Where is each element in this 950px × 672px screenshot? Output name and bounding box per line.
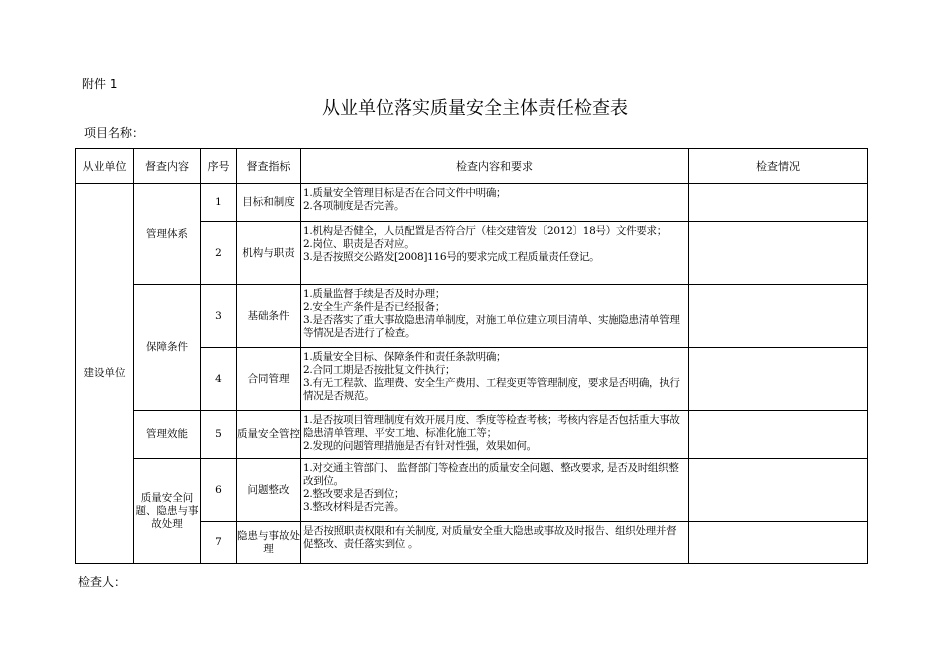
row-number: 2 <box>201 222 237 285</box>
row-requirements <box>301 348 689 411</box>
row-number: 5 <box>201 411 237 459</box>
row-indicator: 隐患与事故处理 <box>237 522 301 564</box>
table-row <box>76 411 868 459</box>
row-indicator: 问题整改 <box>237 459 301 522</box>
document-title: 从业单位落实质量安全主体责任检查表 <box>322 98 628 119</box>
group-cell: 管理体系 <box>134 184 201 285</box>
result-cell[interactable] <box>689 222 868 285</box>
table-row <box>76 184 868 222</box>
row-number: 6 <box>201 459 237 522</box>
result-cell[interactable] <box>689 348 868 411</box>
header-indicator: 督查指标 <box>237 149 301 184</box>
row-requirements <box>301 411 689 459</box>
checker-label: 检查人： <box>78 575 127 589</box>
row-number: 3 <box>201 285 237 348</box>
group-cell: 质量安全问题、隐患与事故处理 <box>134 459 201 564</box>
requirement-line: 1.机构是否健全，人员配置是否符合厅（桂交建管发〔2012〕18号）文件要求； <box>303 225 667 237</box>
row-requirements <box>301 184 689 222</box>
row-requirements <box>301 222 689 285</box>
requirement-line: 2.安全生产条件是否已经报备； <box>303 301 446 313</box>
row-number: 4 <box>201 348 237 411</box>
requirement-line: 3.有无工程款、监理费、安全生产费用、工程变更等管理制度，要求是否明确，执行情况是否规范。 <box>303 377 680 402</box>
requirement-line: 2.整改要求是否到位； <box>303 488 405 500</box>
header-requirements: 检查内容和要求 <box>301 149 689 184</box>
attachment-label: 附件 1 <box>82 77 118 91</box>
requirement-line: 1.质量安全目标、保障条件和责任条款明确； <box>303 351 507 363</box>
row-indicator: 机构与职责 <box>237 222 301 285</box>
group-cell: 管理效能 <box>134 411 201 459</box>
row-indicator: 合同管理 <box>237 348 301 411</box>
requirement-line: 3.整改材料是否完善。 <box>303 501 405 513</box>
requirement-line: 2.各项制度是否完善。 <box>303 200 405 212</box>
requirement-line: 2.岗位、职责是否对应。 <box>303 238 415 250</box>
result-cell[interactable] <box>689 459 868 522</box>
requirement-line: 3.是否落实了重大事故隐患清单制度，对施工单位建立项目清单、实施隐患清单管理等情况是否进行了检查。 <box>303 314 680 339</box>
table-row <box>76 285 868 348</box>
header-results: 检查情况 <box>689 149 868 184</box>
row-requirements <box>301 285 689 348</box>
requirement-line: 1.质量监督手续是否及时办理； <box>303 288 446 300</box>
result-cell[interactable] <box>689 285 868 348</box>
requirement-line: 2.发现的问题管理措施是否有针对性强，效果如何。 <box>303 440 537 452</box>
row-requirements <box>301 459 689 522</box>
result-cell[interactable] <box>689 411 868 459</box>
requirement-line: 1.是否按项目管理制度有效开展月度、季度等检查考核；考核内容是否包括重大事故隐患清单管理、平安工地、标准化施工等； <box>303 414 680 439</box>
row-indicator: 质量安全管控 <box>237 411 301 459</box>
row-number: 1 <box>201 184 237 222</box>
header-number: 序号 <box>201 149 237 184</box>
row-requirements <box>301 522 689 564</box>
result-cell[interactable] <box>689 184 868 222</box>
requirement-line: 1.对交通主管部门、 监督部门等检查出的质量安全问题、整改要求, 是否及时组织整改到位。 <box>303 462 679 487</box>
requirement-line: 2.合同工期是否按批复文件执行； <box>303 364 456 376</box>
table-header-row <box>76 149 868 184</box>
requirement-line: 1.质量安全管理目标是否在合同文件中明确； <box>303 187 507 199</box>
row-indicator: 目标和制度 <box>237 184 301 222</box>
header-content: 督查内容 <box>134 149 201 184</box>
result-cell[interactable] <box>689 522 868 564</box>
requirement-line: 是否按照职责权限和有关制度, 对质量安全重大隐患或事故及时报告、组织处理并督促整改、责任落实到位 。 <box>303 525 677 550</box>
header-unit: 从业单位 <box>76 149 134 184</box>
row-number: 7 <box>201 522 237 564</box>
unit-cell: 建设单位 <box>76 184 134 564</box>
inspection-table <box>75 148 868 564</box>
table-row <box>76 459 868 522</box>
group-cell: 保障条件 <box>134 285 201 411</box>
row-indicator: 基础条件 <box>237 285 301 348</box>
requirement-line: 3.是否按照交公路发[2008]116号的要求完成工程质量责任登记。 <box>303 251 600 263</box>
project-name-label: 项目名称： <box>84 126 145 140</box>
